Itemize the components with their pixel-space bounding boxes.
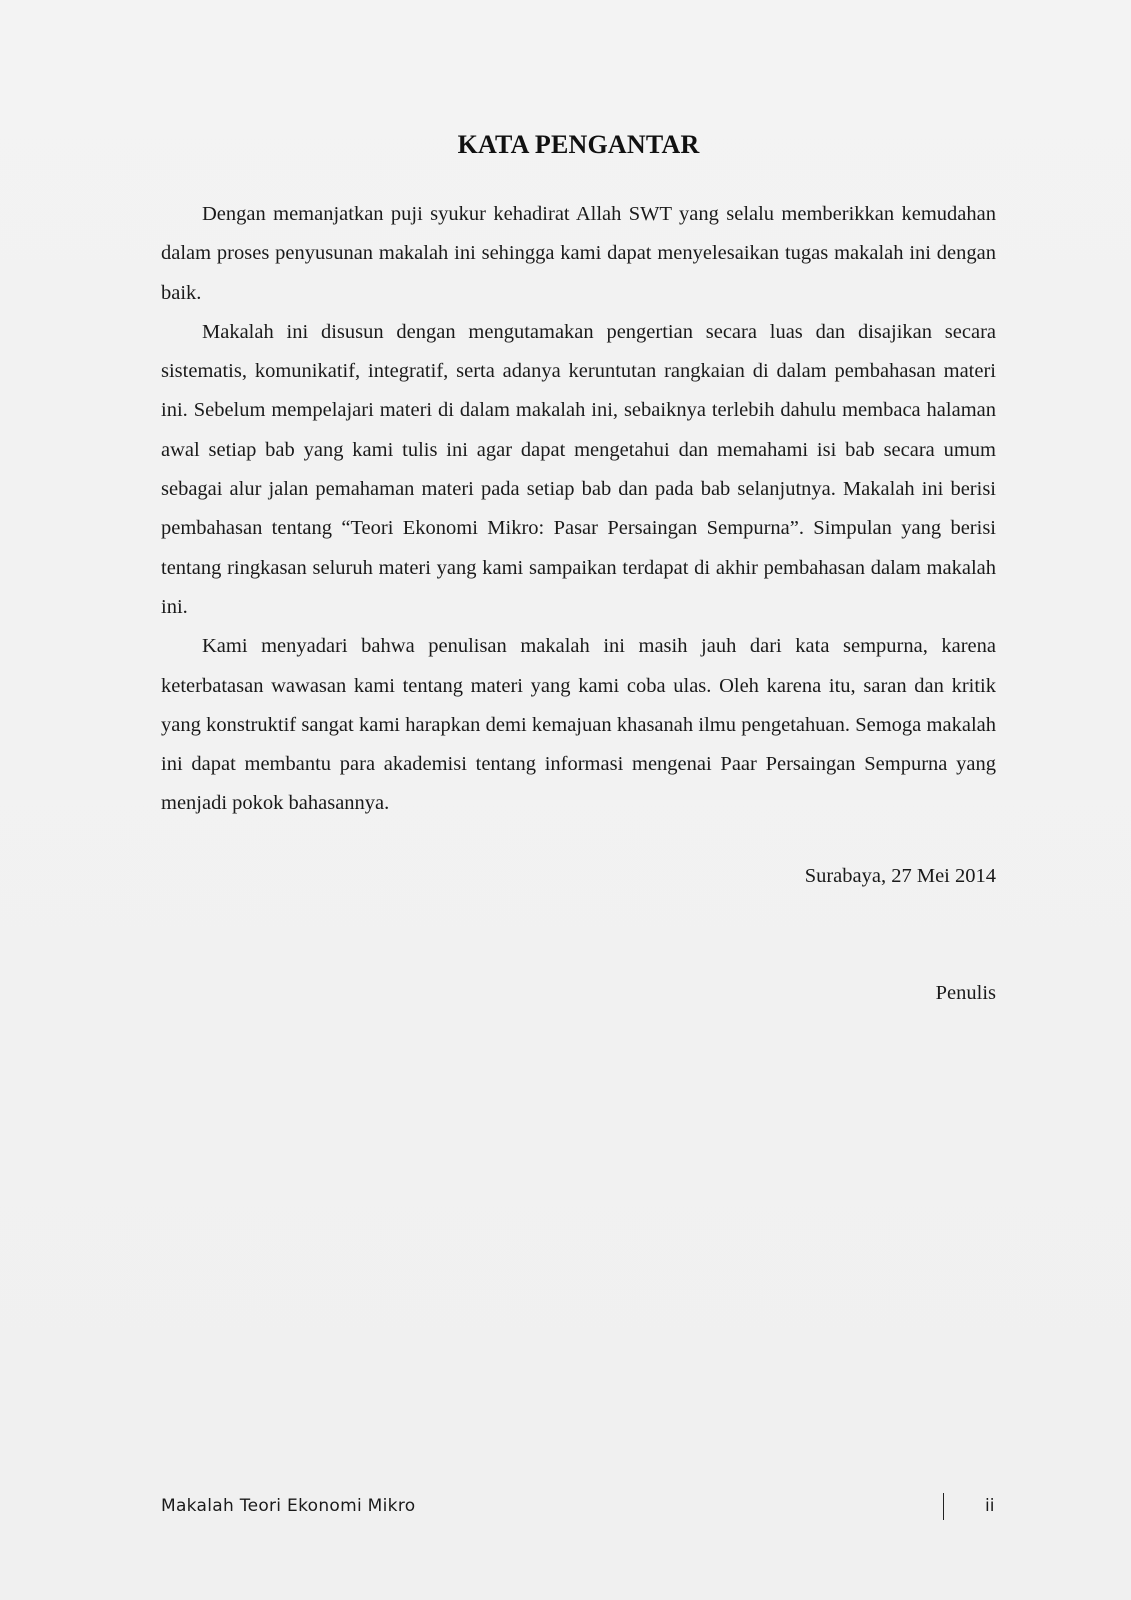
- footer-title: Makalah Teori Ekonomi Mikro: [161, 1496, 416, 1516]
- page-title: KATA PENGANTAR: [457, 130, 700, 159]
- paragraph-2: Makalah ini disusun dengan mengutamakan pengertian secara luas dan disajikan secara sistematis, komunikatif, integratif, serta adanya keruntutan rangkaian di dalam pembahasan materi ini. Sebelum mempelajari materi di dalam makalah ini, sebaiknya terlebih dahulu membaca halaman awal setiap bab yang kami tulis ini agar dapat mengetahui dan memahami isi bab secara umum sebagai alur jalan pemahaman materi pada setiap bab dan pada bab selanjutnya. Makalah ini berisi pembahasan tentang “Teori Ekonomi Mikro: Pasar Persaingan Sempurna”. Simpulan yang berisi tentang ringkasan seluruh materi yang kami sampaikan terdapat di akhir pembahasan dalam makalah ini.: [161, 320, 996, 618]
- author-signature: Penulis: [935, 982, 996, 1004]
- body-text: [161, 195, 996, 824]
- page-number: ii: [985, 1496, 995, 1516]
- footer-divider: [943, 1493, 944, 1520]
- paragraph-1: Dengan memanjatkan puji syukur kehadirat Allah SWT yang selalu memberikkan kemudahan dalam proses penyusunan makalah ini sehingga kami dapat menyelesaikan tugas makalah ini dengan baik.: [161, 203, 996, 304]
- place-date: Surabaya, 27 Mei 2014: [804, 865, 996, 887]
- paragraph-3: Kami menyadari bahwa penulisan makalah ini masih jauh dari kata sempurna, karena keterbatasan wawasan kami tentang materi yang kami coba ulas. Oleh karena itu, saran dan kritik yang konstruktif sangat kami harapkan demi kemajuan khasanah ilmu pengetahuan. Semoga makalah ini dapat membantu para akademisi tentang informasi mengenai Paar Persaingan Sempurna yang menjadi pokok bahasannya.: [161, 635, 996, 815]
